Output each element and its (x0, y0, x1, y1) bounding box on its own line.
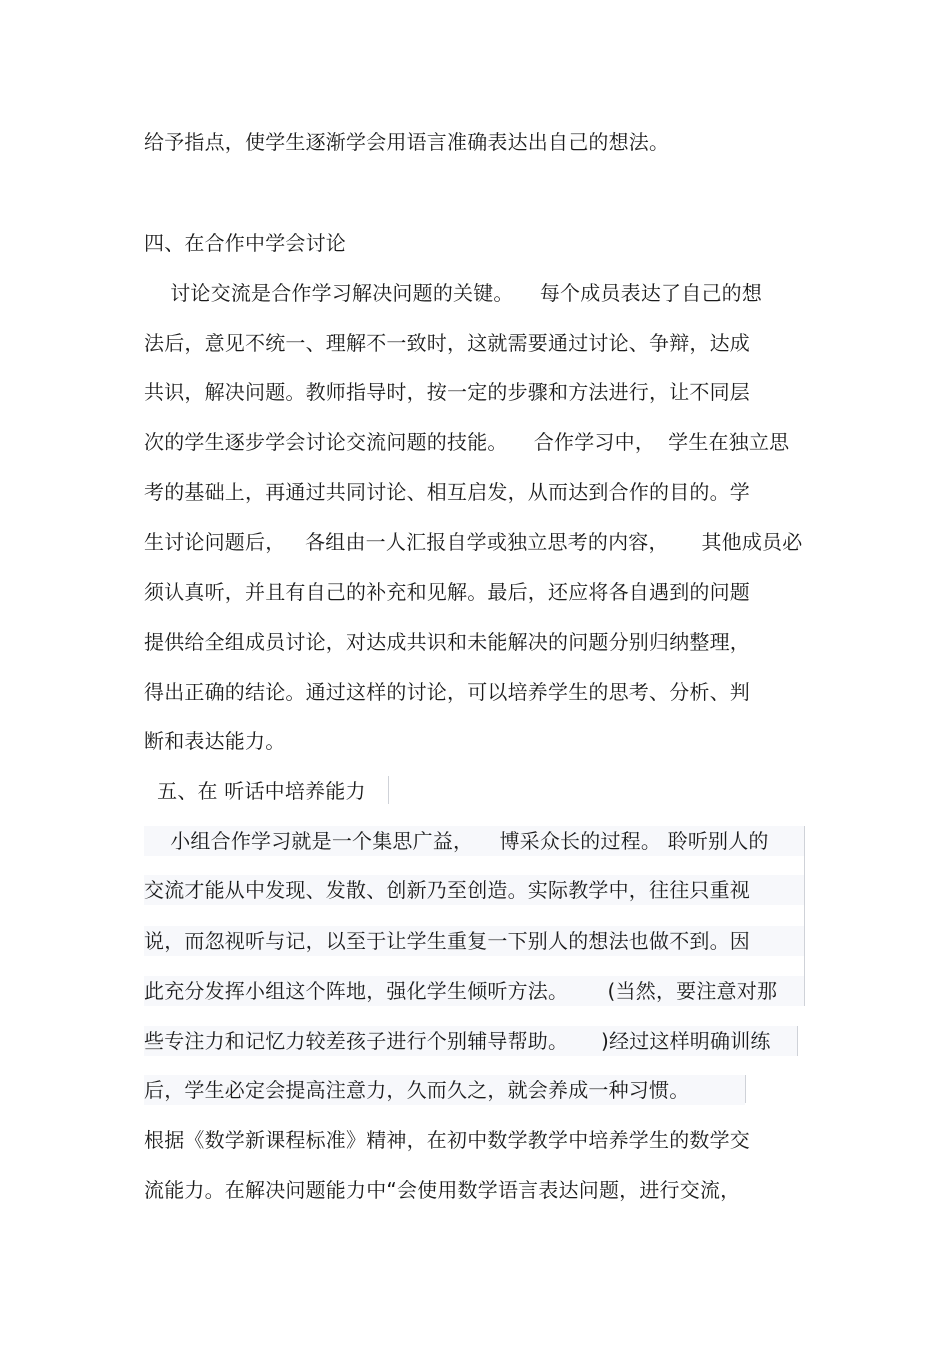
text-line: 断和表达能力。 (144, 729, 286, 753)
text-line: 此充分发挥小组这个阵地，强化学生倾听方法。 (当然，要注意对那 (144, 976, 804, 1006)
text-box-edge (797, 1026, 798, 1056)
text-line: 须认真听，并且有自己的补充和见解。最后，还应将各自遇到的问题 (144, 580, 750, 604)
text-line: 生讨论问题后， 各组由一人汇报自学或独立思考的内容， 其他成员必 (144, 530, 803, 554)
text-line: 小组合作学习就是一个集思广益， 博采众长的过程。 聆听别人的 (144, 826, 804, 856)
section-heading-five: 五、在 听话中培养能力 (144, 779, 366, 803)
text-line: 共识，解决问题。教师指导时，按一定的步骤和方法进行，让不同层 (144, 380, 750, 404)
text-line: 后，学生必定会提高注意力，久而久之，就会养成一种习惯。 (144, 1075, 745, 1105)
section-heading-four: 四、在合作中学会讨论 (144, 231, 346, 255)
text-line: 根据《数学新课程标准》精神，在初中数学教学中培养学生的数学交 (144, 1128, 750, 1152)
text-line: 交流才能从中发现、发散、创新乃至创造。实际教学中，往往只重视 (144, 875, 804, 905)
text-line: 次的学生逐步学会讨论交流问题的技能。 合作学习中， 学生在独立思 (144, 430, 790, 454)
text-line: 提供给全组成员讨论，对达成共识和未能解决的问题分别归纳整理， (144, 630, 750, 654)
text-box-edge (745, 1075, 746, 1103)
text-line: 考的基础上，再通过共同讨论、相互启发，从而达到合作的目的。学 (144, 480, 750, 504)
text-line: 讨论交流是合作学习解决问题的关键。 每个成员表达了自己的想 (144, 281, 763, 305)
text-line: 些专注力和记忆力较差孩子进行个别辅导帮助。 )经过这样明确训练 (144, 1026, 797, 1056)
text-box-edge (804, 826, 805, 1006)
text-box-edge (388, 776, 389, 804)
text-line: 说，而忽视听与记，以至于让学生重复一下别人的想法也做不到。因 (144, 926, 804, 956)
text-line: 给予指点，使学生逐渐学会用语言准确表达出自己的想法。 (144, 130, 670, 154)
text-line: 得出正确的结论。通过这样的讨论，可以培养学生的思考、分析、判 (144, 680, 750, 704)
text-line: 流能力。在解决问题能力中“会使用数学语言表达问题，进行交流， (144, 1178, 741, 1202)
text-line: 法后，意见不统一、理解不一致时，这就需要通过讨论、争辩，达成 (144, 331, 750, 355)
